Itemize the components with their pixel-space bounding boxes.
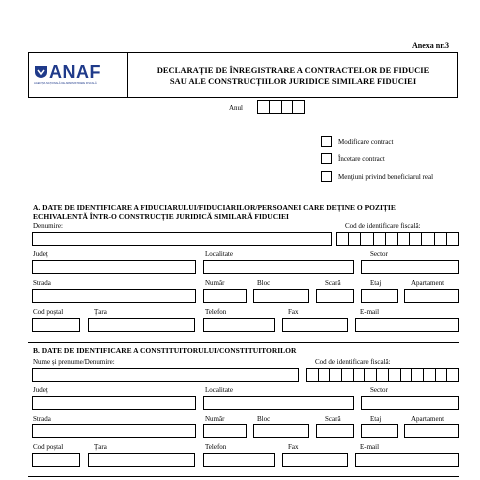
b-county-input[interactable] [32,396,196,410]
a-phone-label: Telefon [205,308,227,316]
a-postal-input[interactable] [32,318,80,332]
a-country-input[interactable] [88,318,195,332]
b-fax-input[interactable] [282,453,348,467]
a-floor-label: Etaj [370,279,382,287]
b-street-label: Strada [33,415,51,423]
a-apartment-input[interactable] [404,289,459,303]
option-modify-label: Modificare contract [338,138,394,146]
b-stair-label: Scară [325,415,341,423]
a-postal-label: Cod poștal [33,308,64,316]
section-b-rule [28,342,459,343]
bottom-rule [28,476,459,477]
form-title-line1: DECLARAȚIE DE ÎNREGISTRARE A CONTRACTELOR DE FIDUCIE [156,65,430,75]
shield-icon [34,65,48,79]
a-country-label: Țara [94,308,107,316]
b-postal-input[interactable] [32,453,80,467]
b-phone-input[interactable] [203,453,275,467]
year-label: Anul [229,104,243,112]
b-locality-input[interactable] [203,396,354,410]
option-beneficiary-label: Menţiuni privind beneficiarul real [338,173,434,181]
b-stair-input[interactable] [316,424,354,438]
logo-text: ANAF [49,62,101,82]
a-fiscal-input[interactable] [336,232,459,246]
a-locality-input[interactable] [203,260,354,274]
b-fiscal-label: Cod de identificare fiscală: [315,358,391,366]
section-a-title-line1: A. DATE DE IDENTIFICARE A FIDUCIARULUI/FIDUCIARILOR/PERSOANEI CARE DEȚINE O POZIȚIE [33,203,396,212]
a-county-input[interactable] [32,260,196,274]
a-block-input[interactable] [253,289,309,303]
a-fax-label: Fax [288,308,299,316]
form-title-line2: SAU ALE CONSTRUCȚIILOR JURIDICE SIMILARE FIDUCIEI [169,76,417,86]
header-divider [127,52,128,98]
a-apartment-label: Apartament [411,279,445,287]
a-street-input[interactable] [32,289,196,303]
a-number-input[interactable] [203,289,247,303]
b-apartment-input[interactable] [404,424,459,438]
year-input[interactable] [257,100,305,114]
b-number-label: Număr [205,415,225,423]
b-locality-label: Localitate [205,386,233,394]
b-county-label: Județ [33,386,48,394]
a-county-label: Județ [33,250,48,258]
anaf-logo [34,63,122,89]
a-fiscal-label: Cod de identificare fiscală: [345,222,421,230]
a-name-label: Denumire: [33,222,63,230]
b-block-input[interactable] [253,424,309,438]
b-country-input[interactable] [88,453,195,467]
section-a-title [33,203,396,221]
a-sector-input[interactable] [361,260,459,274]
a-block-label: Bloc [257,279,271,287]
b-postal-label: Cod poștal [33,443,64,451]
b-sector-input[interactable] [361,396,459,410]
b-floor-label: Etaj [370,415,382,423]
a-street-label: Strada [33,279,51,287]
b-block-label: Bloc [257,415,271,423]
a-stair-label: Scară [325,279,341,287]
b-name-input[interactable] [32,368,299,382]
b-floor-input[interactable] [361,424,398,438]
b-number-input[interactable] [203,424,247,438]
option-terminate-label: Încetare contract [338,155,385,163]
checkbox-modify[interactable] [321,136,332,147]
b-sector-label: Sector [370,386,388,394]
b-name-label: Nume și prenume/Denumire: [33,358,115,366]
checkbox-terminate[interactable] [321,153,332,164]
a-fax-input[interactable] [282,318,348,332]
b-apartment-label: Apartament [411,415,445,423]
b-fiscal-input[interactable] [306,368,459,382]
a-sector-label: Sector [370,250,388,258]
b-fax-label: Fax [288,443,299,451]
section-b-title: B. DATE DE IDENTIFICARE A CONSTITUITORULUI/CONSTITUITORILOR [33,346,297,355]
annex-label: Anexa nr.3 [412,41,450,50]
a-floor-input[interactable] [361,289,398,303]
a-stair-input[interactable] [316,289,354,303]
b-country-label: Țara [94,443,107,451]
form-title [130,65,456,87]
a-email-label: E-mail [360,308,380,316]
a-locality-label: Localitate [205,250,233,258]
b-phone-label: Telefon [205,443,227,451]
a-email-input[interactable] [355,318,459,332]
b-street-input[interactable] [32,424,196,438]
a-name-input[interactable] [32,232,332,246]
logo-subtitle: AGENȚIA NAȚIONALĂ DE ADMINISTRARE FISCALĂ [34,82,97,85]
b-email-label: E-mail [360,443,380,451]
checkbox-beneficiary[interactable] [321,171,332,182]
a-phone-input[interactable] [203,318,275,332]
section-a-title-line2: ECHIVALENTĂ ÎNTR-O CONSTRUCȚIE JURIDICĂ SIMILARĂ FIDUCIEI [33,212,289,221]
b-email-input[interactable] [355,453,459,467]
a-number-label: Număr [205,279,225,287]
